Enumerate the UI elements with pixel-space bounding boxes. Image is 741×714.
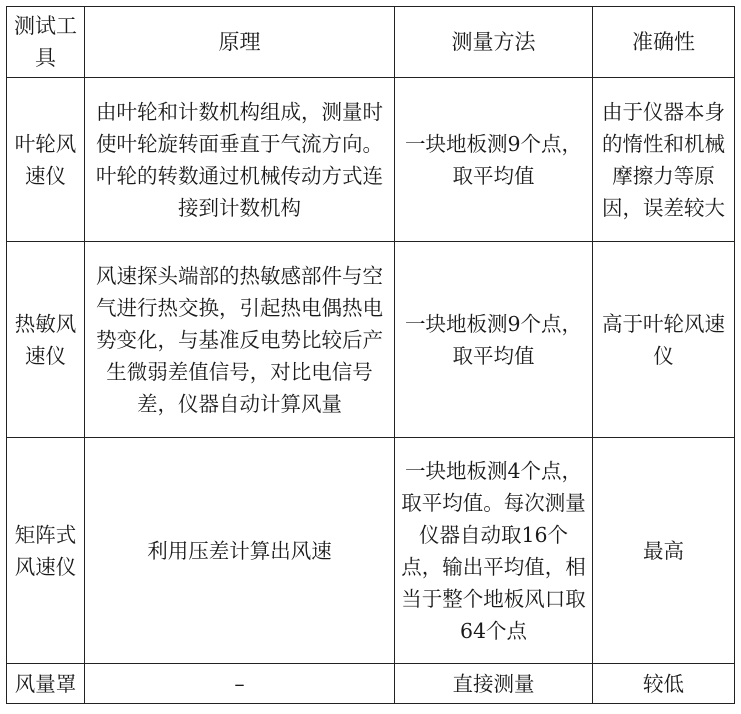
cell-accuracy: 由于仪器本身的惰性和机械摩擦力等原因，误差较大 <box>593 78 735 242</box>
header-method: 测量方法 <box>395 7 593 78</box>
table-row <box>7 664 735 704</box>
cell-principle: 利用压差计算出风速 <box>85 438 395 664</box>
cell-tool: 叶轮风速仪 <box>7 78 85 242</box>
cell-accuracy: 最高 <box>593 438 735 664</box>
cell-principle: 由叶轮和计数机构组成，测量时使叶轮旋转面垂直于气流方向。叶轮的转数通过机械传动方式连接到计数机构 <box>85 78 395 242</box>
comparison-table <box>6 6 735 704</box>
header-accuracy: 准确性 <box>593 7 735 78</box>
header-tool: 测试工具 <box>7 7 85 78</box>
cell-method: 直接测量 <box>395 664 593 704</box>
table-row <box>7 438 735 664</box>
cell-method: 一块地板测9个点，取平均值 <box>395 78 593 242</box>
header-principle: 原理 <box>85 7 395 78</box>
table-row <box>7 242 735 438</box>
cell-tool: 风量罩 <box>7 664 85 704</box>
cell-principle: – <box>85 664 395 704</box>
cell-method: 一块地板测9个点，取平均值 <box>395 242 593 438</box>
table-row <box>7 78 735 242</box>
cell-principle: 风速探头端部的热敏感部件与空气进行热交换，引起热电偶热电势变化，与基准反电势比较后产生微弱差值信号，对比电信号差，仪器自动计算风量 <box>85 242 395 438</box>
cell-tool: 矩阵式风速仪 <box>7 438 85 664</box>
cell-accuracy: 较低 <box>593 664 735 704</box>
cell-tool: 热敏风速仪 <box>7 242 85 438</box>
cell-method: 一块地板测4个点，取平均值。每次测量仪器自动取16个点，输出平均值，相当于整个地板风口取64个点 <box>395 438 593 664</box>
header-row <box>7 7 735 78</box>
cell-accuracy: 高于叶轮风速仪 <box>593 242 735 438</box>
